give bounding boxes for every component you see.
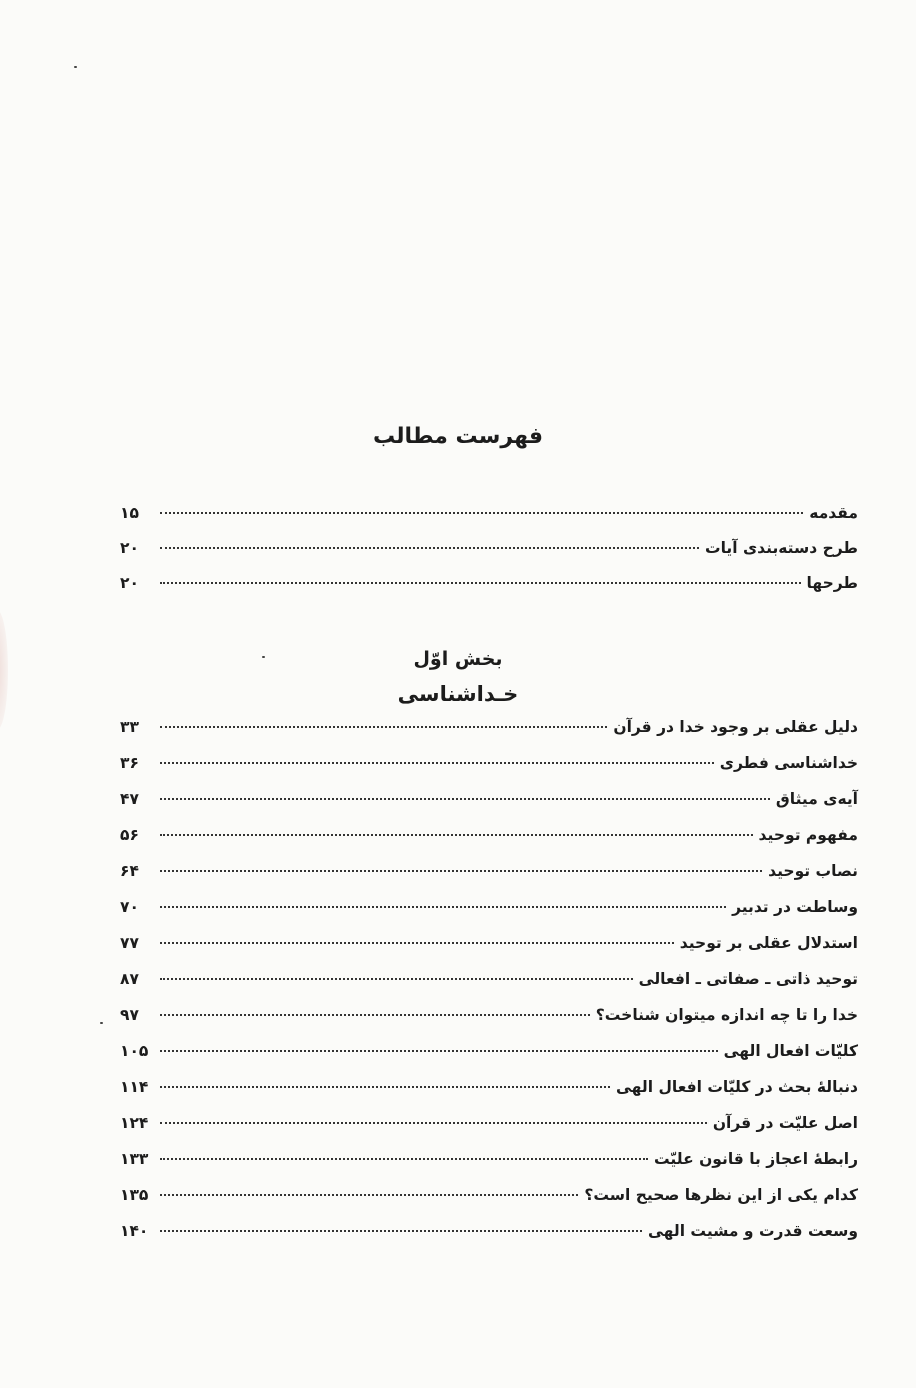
toc-entry-page-number: ۱۳۳ bbox=[120, 1150, 149, 1168]
toc-entry-label: طرح دسته‌بندی آیات bbox=[705, 539, 858, 557]
toc-entry-label: توحید ذاتی ـ صفاتی ـ افعالی bbox=[638, 970, 858, 988]
toc-entry bbox=[120, 826, 858, 862]
toc-entry-page-number: ۱۱۴ bbox=[120, 1078, 149, 1096]
toc-entry-page-number: ۳۶ bbox=[120, 754, 139, 772]
toc-entry-page-number: ۹۷ bbox=[120, 1006, 139, 1024]
ink-speck bbox=[100, 1022, 103, 1024]
dot-leader bbox=[160, 1194, 578, 1196]
toc-entry-page-number: ۸۷ bbox=[120, 970, 139, 988]
toc-entry-label: طرحها bbox=[806, 574, 858, 592]
toc-entry bbox=[120, 718, 858, 754]
toc-entry bbox=[120, 1186, 858, 1222]
toc-entry-label: نصاب توحید bbox=[768, 862, 858, 880]
toc-entry-page-number: ۷۷ bbox=[120, 934, 139, 952]
dot-leader bbox=[160, 582, 801, 584]
part-title: خـداشناسی bbox=[397, 682, 519, 706]
toc-entry-label: وسعت قدرت و مشیت الهی bbox=[647, 1222, 858, 1240]
toc-entry bbox=[120, 574, 858, 609]
toc-title: فهرست مطالب bbox=[372, 424, 544, 449]
toc-entry-page-number: ۶۴ bbox=[120, 862, 139, 880]
toc-entry-page-number: ۱۳۵ bbox=[120, 1186, 149, 1204]
toc-entry bbox=[120, 862, 858, 898]
dot-leader bbox=[160, 547, 699, 549]
dot-leader bbox=[160, 512, 803, 514]
dot-leader bbox=[160, 798, 770, 800]
dot-leader bbox=[160, 870, 762, 872]
toc-entry-page-number: ۱۰۵ bbox=[120, 1042, 149, 1060]
dot-leader bbox=[160, 726, 607, 728]
toc-entry bbox=[120, 970, 858, 1006]
toc-entry-page-number: ۲۰ bbox=[120, 539, 139, 557]
toc-entry bbox=[120, 1222, 858, 1258]
toc-entry-label: استدلال عقلی بر توحید bbox=[679, 934, 858, 952]
dot-leader bbox=[160, 1230, 642, 1232]
dot-leader bbox=[160, 834, 753, 836]
toc-entry bbox=[120, 934, 858, 970]
toc-entry-page-number: ۱۲۴ bbox=[120, 1114, 149, 1132]
toc-entry-label: کدام یکی از این نظرها صحیح است؟ bbox=[584, 1186, 858, 1204]
toc-entry bbox=[120, 1150, 858, 1186]
toc-entry-label: وساطت در تدبیر bbox=[732, 898, 858, 916]
ink-speck bbox=[74, 66, 77, 68]
toc-entry-label: خدا را تا چه اندازه میتوان شناخت؟ bbox=[595, 1006, 858, 1024]
toc-entry-page-number: ۵۶ bbox=[120, 826, 139, 844]
toc-entry bbox=[120, 1042, 858, 1078]
dot-leader bbox=[160, 762, 714, 764]
toc-entry bbox=[120, 539, 858, 574]
toc-entry bbox=[120, 1114, 858, 1150]
toc-entry bbox=[120, 898, 858, 934]
part-label: بخش اوّل bbox=[413, 648, 503, 670]
dot-leader bbox=[160, 942, 674, 944]
toc-entry-page-number: ۷۰ bbox=[120, 898, 139, 916]
dot-leader bbox=[160, 1050, 718, 1052]
dot-leader bbox=[160, 906, 726, 908]
toc-entry-label: دنبالهٔ بحث در کلیّات افعال الهی bbox=[616, 1078, 858, 1096]
toc-entry-label: مفهوم توحید bbox=[758, 826, 858, 844]
toc-entry-label: رابطهٔ اعجاز با قانون علیّت bbox=[654, 1150, 858, 1168]
toc-entry bbox=[120, 790, 858, 826]
toc-entry bbox=[120, 754, 858, 790]
toc-entry-page-number: ۱۵ bbox=[120, 504, 139, 522]
toc-entry-label: اصل علیّت در قرآن bbox=[712, 1114, 858, 1132]
toc-entry-page-number: ۴۷ bbox=[120, 790, 139, 808]
toc-part-one-list bbox=[120, 718, 858, 1258]
dot-leader bbox=[160, 1122, 707, 1124]
toc-entry-page-number: ۳۳ bbox=[120, 718, 139, 736]
toc-entry-label: آیه‌ی میثاق bbox=[775, 790, 858, 808]
dot-leader bbox=[160, 1014, 590, 1016]
dot-leader bbox=[160, 1158, 648, 1160]
toc-entry-label: دلیل عقلی بر وجود خدا در قرآن bbox=[613, 718, 858, 736]
toc-entry-label: کلیّات افعال الهی bbox=[723, 1042, 858, 1060]
toc-entry bbox=[120, 504, 858, 539]
toc-entry-page-number: ۲۰ bbox=[120, 574, 139, 592]
page-edge-shadow bbox=[0, 610, 8, 730]
toc-entry-label: مقدمه bbox=[809, 504, 858, 522]
toc-entry-label: خداشناسی فطری bbox=[719, 754, 858, 772]
toc-entry bbox=[120, 1006, 858, 1042]
toc-entry bbox=[120, 1078, 858, 1114]
dot-leader bbox=[160, 978, 633, 980]
dot-leader bbox=[160, 1086, 610, 1088]
toc-entry-page-number: ۱۴۰ bbox=[120, 1222, 149, 1240]
toc-intro-list bbox=[120, 504, 858, 609]
